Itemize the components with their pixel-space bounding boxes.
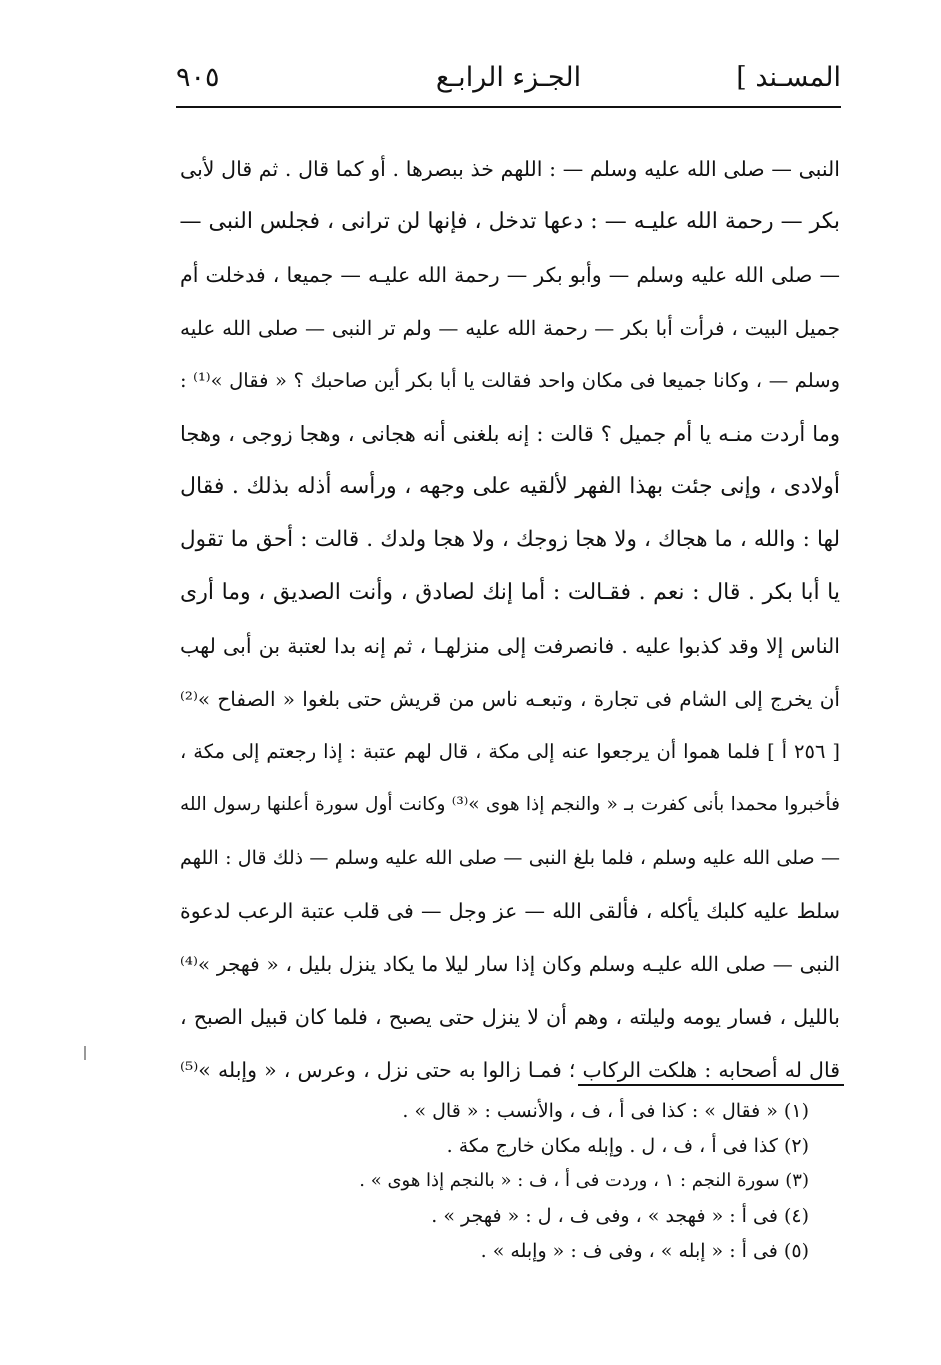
- text-line: يا أبا بكر . قال : نعم . فقـالت : أما إنك لصادق ، وأنت الصديق ، وما أرى: [180, 580, 840, 605]
- text-line: أن يخرج إلى الشام فى تجارة ، وتبعـه ناس من قريش حتى بلغوا « الصفاح »⁽²⁾: [180, 687, 840, 711]
- page-header: [176, 56, 841, 100]
- footnote: (١) « فقال » : كذا فى أ ، ف ، والأنسب : « قال » .: [402, 1100, 809, 1122]
- text-line: — صلى الله عليه وسلم — وأبو بكر — رحمة الله عليـه — جميعا ، فدخلت أم: [180, 263, 840, 287]
- header-rule: [176, 106, 841, 108]
- text-line: النبى — صلى الله عليه وسلم — : اللهم خذ ببصرها . أو كما قال . ثم قال لأبى: [180, 157, 840, 181]
- main-text: [180, 146, 840, 1100]
- footnote: (٥) فى أ : « إبله » ، وفى ف : « وإبله » .: [480, 1240, 809, 1262]
- footnote: (٣) سورة النجم : ١ ، وردت فى أ ، ف : « بالنجم إذا هوى » .: [359, 1170, 809, 1191]
- text-line: لها : والله ، ما هجاك ، ولا هجا زوجك ، ولا هجا ولدك . قالت : أحق ما تقول: [180, 527, 840, 552]
- text-line: جميل البيت ، فرأت أبا بكر — رحمة الله عليه — ولم تر النبى — صلى الله عليه: [180, 316, 840, 340]
- text-line: وما أردت منـه يا أم جميل ؟ قالت : إنه بلغنى أنه هجانى ، وهجا زوجى ، وهجا: [180, 422, 840, 446]
- text-line: أولادى ، وإنى جئت بهذا الفهر لألقيه على وجهه ، ورأسه أذله بذلك . فقال: [180, 474, 840, 499]
- text-line: بكر — رحمة الله عليـه — : دعها تدخل ، فإنها لن ترانى ، فجلس النبى —: [179, 209, 840, 234]
- text-line: الناس إلا وقد كذبوا عليه . فانصرفت إلى منزلهـا ، ثم إنه بدا لعتبة بن أبى لهب: [180, 634, 840, 658]
- text-line: وسلم — ، وكانا جميعا فى مكان واحد فقالت يا أبا بكر أين صاحبك ؟ « فقال »⁽¹⁾ :: [180, 369, 840, 392]
- text-line: — صلى الله عليه وسلم ، فلما بلغ النبى — صلى الله عليه وسلم — ذلك قال : اللهم: [180, 847, 840, 869]
- text-line: قال له أصحابه : هلكت الركاب ؛ فمـا زالوا به حتى نزل ، وعرس ، « وإبله »⁽⁵⁾: [180, 1058, 840, 1082]
- text-line: [ ٢٥٦ أ ] فلما هموا أن يرجعوا عنه إلى مكة ، قال لهم عتبة : إذا رجعتم إلى مكة ،: [180, 740, 840, 763]
- text-line: النبى — صلى الله عليـه وسلم وكان إذا سار ليلا ما يكاد ينزل بليل ، « فهجر »⁽⁴⁾: [180, 952, 840, 976]
- part-title: الجـزء الرابـع: [435, 62, 582, 93]
- footnote: (٢) كذا فى أ ، ف ، ل . وإبله مكان خارج مكة .: [446, 1135, 809, 1157]
- page-number: ٩٠٥: [176, 62, 220, 93]
- footnote: (٤) فى أ : « فهجد » ، وفى ف ، ل : « فهجر » .: [431, 1205, 809, 1227]
- running-title: المسـند ]: [736, 62, 841, 93]
- text-line: بالليل ، فسار يومه وليلته ، وهم أن لا ينزل حتى يصبح ، فلما كان قبيل الصبح ،: [180, 1005, 840, 1029]
- text-line: فأخبروا محمدا بأنى كفرت بـ « والنجم إذا هوى »⁽³⁾ وكانت أول سورة أعلنها رسول الله: [180, 794, 841, 815]
- footnotes: [349, 1096, 809, 1271]
- footnote-rule: [578, 1084, 844, 1086]
- text-line: سلط عليه كلبك يأكله ، فألقى الله — عز وجل — فى قلب عتبة الرعب لدعوة: [180, 899, 840, 923]
- margin-mark: [84, 1046, 86, 1060]
